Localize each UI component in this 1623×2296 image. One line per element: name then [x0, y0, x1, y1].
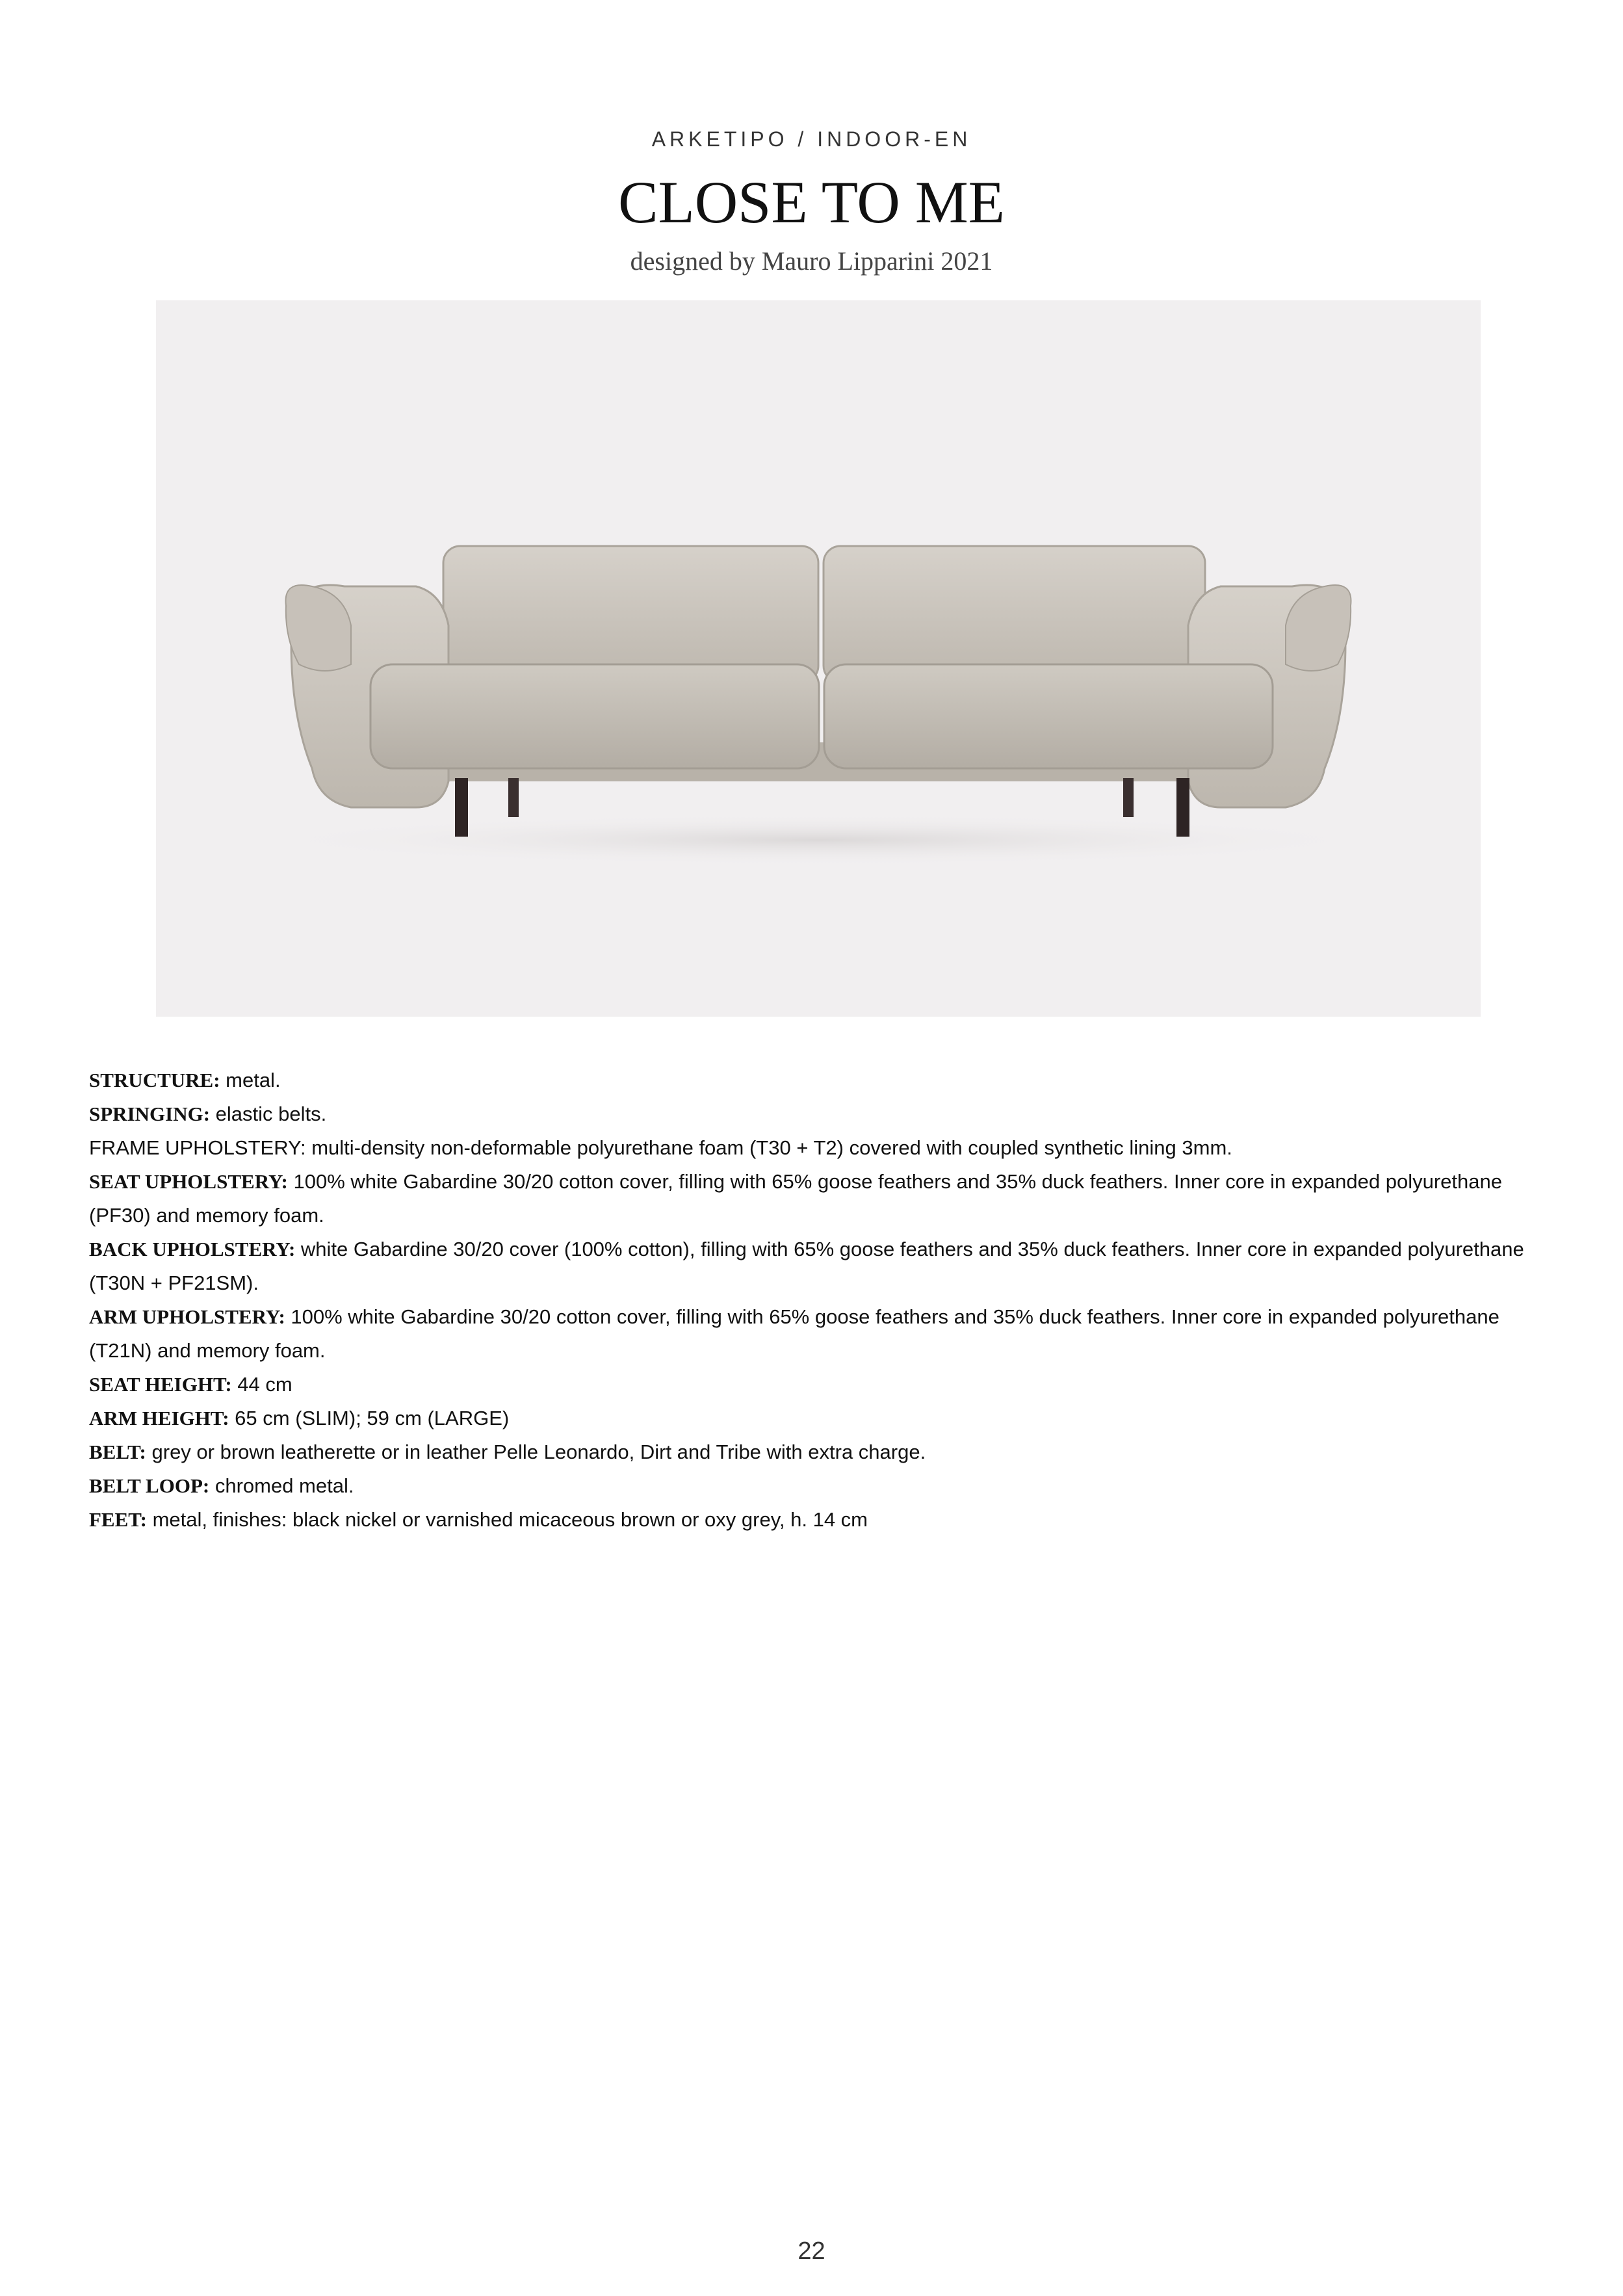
spec-value: FRAME UPHOLSTERY: multi-density non-deformable polyurethane foam (T30 + T2) covered with coupled synthetic lining 3mm.	[89, 1136, 1232, 1159]
back-cushion-left	[443, 546, 818, 683]
seat-cushion-left	[370, 664, 819, 768]
spec-value: 100% white Gabardine 30/20 cotton cover, filling with 65% goose feathers and 35% duck feathers. Inner core in expanded polyurethane (PF30) and memory foam.	[89, 1170, 1502, 1227]
spec-arm-height	[89, 1402, 1545, 1435]
spec-value: metal.	[220, 1069, 281, 1091]
sofa-illustration	[156, 300, 1481, 1017]
floor-shadow	[246, 814, 1390, 866]
spec-label: STRUCTURE:	[89, 1069, 220, 1091]
spec-label: SEAT HEIGHT:	[89, 1373, 232, 1396]
spec-value: 44 cm	[231, 1373, 292, 1396]
spec-list	[89, 1063, 1545, 1537]
seat-cushion-right	[824, 664, 1273, 768]
spec-value: elastic belts.	[210, 1102, 327, 1125]
spec-label: SEAT UPHOLSTERY:	[89, 1170, 288, 1193]
spec-label: BELT LOOP:	[89, 1474, 210, 1497]
foot-back-left	[508, 778, 519, 817]
spec-value: metal, finishes: black nickel or varnished micaceous brown or oxy grey, h. 14 cm	[147, 1508, 868, 1531]
spec-frame-upholstery	[89, 1131, 1545, 1165]
designer-credit: designed by Mauro Lipparini 2021	[630, 246, 993, 276]
foot-front-right	[1176, 778, 1189, 837]
spec-value: 100% white Gabardine 30/20 cotton cover, filling with 65% goose feathers and 35% duck feathers. Inner core in expanded polyurethane (T21N) and memory foam.	[89, 1305, 1500, 1362]
spec-feet	[89, 1503, 1545, 1537]
product-image	[156, 300, 1481, 1017]
page-title: CLOSE TO ME	[618, 169, 1005, 235]
spec-value: chromed metal.	[209, 1474, 354, 1497]
spec-value: 65 cm (SLIM); 59 cm (LARGE)	[229, 1407, 510, 1429]
page-number: 22	[798, 2237, 825, 2265]
spec-belt-loop	[89, 1469, 1545, 1503]
spec-back-upholstery	[89, 1233, 1545, 1300]
foot-front-left	[455, 778, 468, 837]
foot-back-right	[1123, 778, 1134, 817]
spec-value: grey or brown leatherette or in leather Pelle Leonardo, Dirt and Tribe with extra charge.	[146, 1441, 926, 1463]
spec-seat-upholstery	[89, 1165, 1545, 1233]
spec-springing	[89, 1097, 1545, 1131]
spec-label: ARM HEIGHT:	[89, 1407, 229, 1429]
spec-label: FEET:	[89, 1508, 147, 1531]
spec-label: SPRINGING:	[89, 1102, 211, 1125]
breadcrumb: ARKETIPO / INDOOR-EN	[651, 127, 972, 151]
spec-label: BACK UPHOLSTERY:	[89, 1238, 296, 1260]
spec-belt	[89, 1435, 1545, 1469]
spec-arm-upholstery	[89, 1300, 1545, 1368]
spec-label: BELT:	[89, 1441, 146, 1463]
back-cushion-right	[824, 546, 1205, 683]
spec-seat-height	[89, 1368, 1545, 1402]
spec-label: ARM UPHOLSTERY:	[89, 1305, 285, 1328]
spec-structure	[89, 1063, 1545, 1097]
spec-value: white Gabardine 30/20 cover (100% cotton), filling with 65% goose feathers and 35% duck feathers. Inner core in expanded polyurethane (T30N + PF21SM).	[89, 1238, 1524, 1294]
